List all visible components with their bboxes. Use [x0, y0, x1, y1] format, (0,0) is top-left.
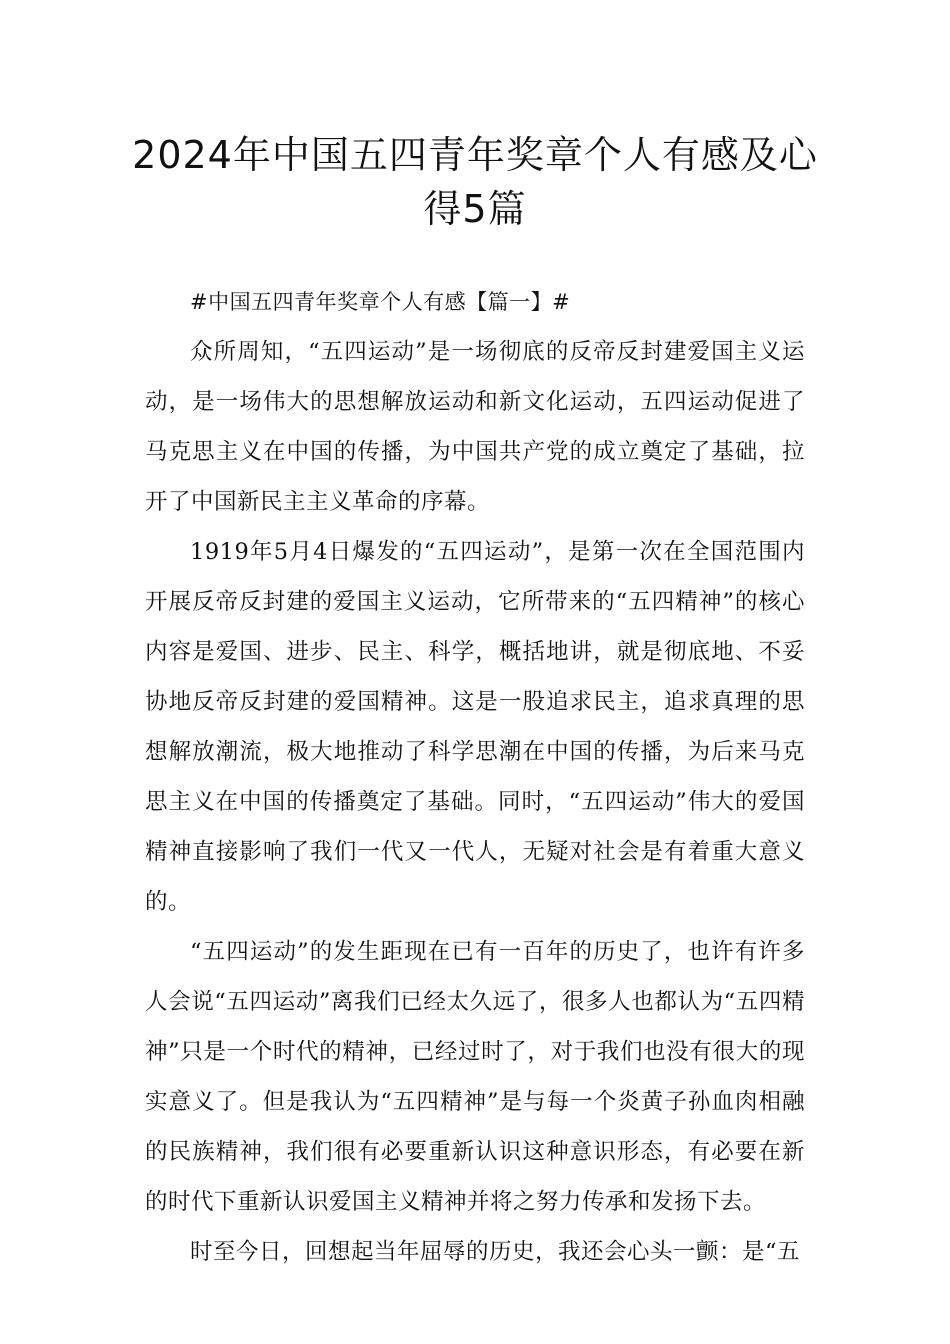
document-title: 2024年中国五四青年奖章个人有感及心得5篇 [132, 133, 818, 231]
section-heading: #中国五四青年奖章个人有感【篇一】# [190, 290, 571, 314]
document-body [145, 277, 805, 1277]
paragraph: “五四运动”的发生距现在已有一百年的历史了，也许有许多人会说“五四运动”离我们已经太久远了，很多人也都认为“五四精神”只是一个时代的精神，已经过时了，对于我们也没有很大的现实意义了。但是我认为“五四精神”是与每一个炎黄子孙血肉相融的民族精神，我们很有必要重新认识这种意识形态，有必要在新的时代下重新认识爱国主义精神并将之努力传承和发扬下去。 [145, 939, 805, 1215]
paragraph: 众所周知，“五四运动”是一场彻底的反帝反封建爱国主义运动，是一场伟大的思想解放运动和新文化运动，五四运动促进了马克思主义在中国的传播，为中国共产党的成立奠定了基础，拉开了中国新民主主义革命的序幕。 [145, 339, 805, 515]
paragraph: 1919年5月4日爆发的“五四运动”，是第一次在全国范围内开展反帝反封建的爱国主义运动，它所带来的“五四精神”的核心内容是爱国、进步、民主、科学，概括地讲，就是彻底地、不妥协地反帝反封建的爱国精神。这是一股追求民主，追求真理的思想解放潮流，极大地推动了科学思潮在中国的传播，为后来马克思主义在中国的传播奠定了基础。同时，“五四运动”伟大的爱国精神直接影响了我们一代又一代人，无疑对社会是有着重大意义的。 [145, 539, 805, 915]
paragraph: 时至今日，回想起当年屈辱的历史，我还会心头一颤：是“五 [190, 1239, 801, 1265]
